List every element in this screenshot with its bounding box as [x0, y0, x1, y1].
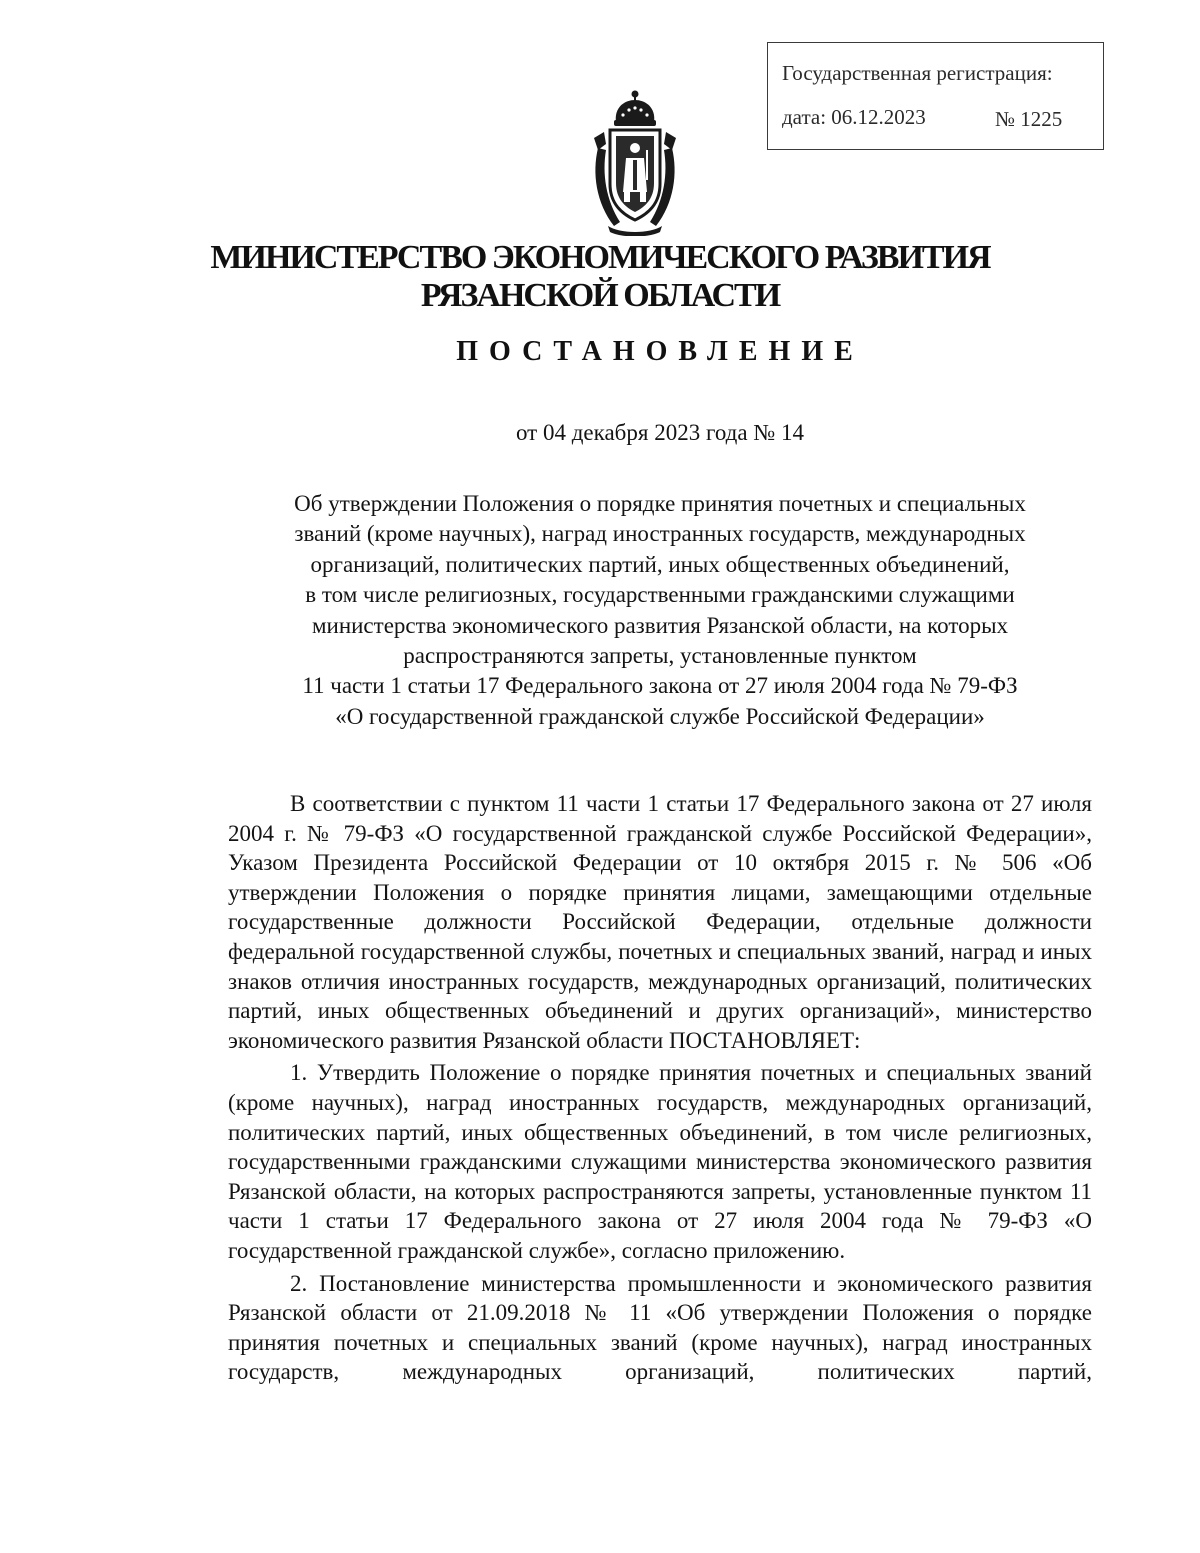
- registration-label: Государственная регистрация:: [782, 61, 1053, 85]
- registration-stamp: [767, 42, 1104, 150]
- body-paragraph: В соответствии с пунктом 11 части 1 статьи 17 Федерального закона от 27 июля 2004 г. № 79-ФЗ «О государственной гражданской службе Российской Федерации», Указом Президента Российской Федерации от 10 октября 2015 г. № 506 «Об утверждении Положения о порядке принятия лицами, замещающими отдельные государственные должности Российской Федерации, отдельные должности федеральной государственной службы, почетных и специальных званий, наград и иных знаков отличия иностранных государств, международных организаций, политических партий, иных общественных объединений и других организаций», министерство экономического развития Рязанской области ПОСТАНОВЛЯЕТ:: [228, 791, 1092, 1053]
- subject-line: распространяются запреты, установленные пунктом: [403, 643, 917, 669]
- subject-line: министерства экономического развития Рязанской области, на которых: [311, 612, 1009, 638]
- document-date: от 04 декабря 2023 года № 14: [515, 420, 805, 445]
- body-paragraph: 1. Утвердить Положение о порядке принятия почетных и специальных званий (кроме научных), наград иностранных государств, международных организаций, политических партий, иных общественных объединений, в том числе религиозных, государственными гражданскими служащими министерства экономического развития Рязанской области, на которых распространяются запреты, установленные пунктом 11 части 1 статьи 17 Федерального закона от 27 июля 2004 года № 79-ФЗ «О государственной гражданской службе», согласно приложению.: [228, 1060, 1092, 1263]
- subject-line: званий (кроме научных), наград иностранных государств, международных: [294, 521, 1026, 547]
- ministry-name-line2: РЯЗАНСКОЙ ОБЛАСТИ: [420, 277, 780, 314]
- subject-line: организаций, политических партий, иных общественных объединений,: [310, 551, 1010, 577]
- subject-line: Об утверждении Положения о порядке принятия почетных и специальных: [294, 491, 1026, 516]
- registration-date: дата: 06.12.2023: [782, 105, 926, 129]
- subject-line: в том числе религиозных, государственными гражданскими служащими: [305, 582, 1015, 608]
- document-body: [228, 789, 1092, 1390]
- registration-number: № 1225: [995, 107, 1063, 131]
- body-paragraph: 2. Постановление министерства промышленности и экономического развития Рязанской области от 21.09.2018 № 11 «Об утверждении Положения о порядке принятия почетных и специальных званий (кроме научных), наград иностранных государств, международных организаций, политических партий,: [228, 1270, 1092, 1385]
- ryazan-coat-of-arms-icon: [590, 88, 680, 236]
- document-subject: [200, 489, 1120, 732]
- document-type: ПОСТАНОВЛЕНИЕ: [456, 336, 864, 367]
- ministry-name-line1: МИНИСТЕРСТВО ЭКОНОМИЧЕСКОГО РАЗВИТИЯ: [210, 239, 990, 276]
- subject-line: 11 части 1 статьи 17 Федерального закона от 27 июля 2004 года № 79-ФЗ: [302, 673, 1018, 699]
- subject-line: «О государственной гражданской службе Российской Федерации»: [335, 703, 985, 729]
